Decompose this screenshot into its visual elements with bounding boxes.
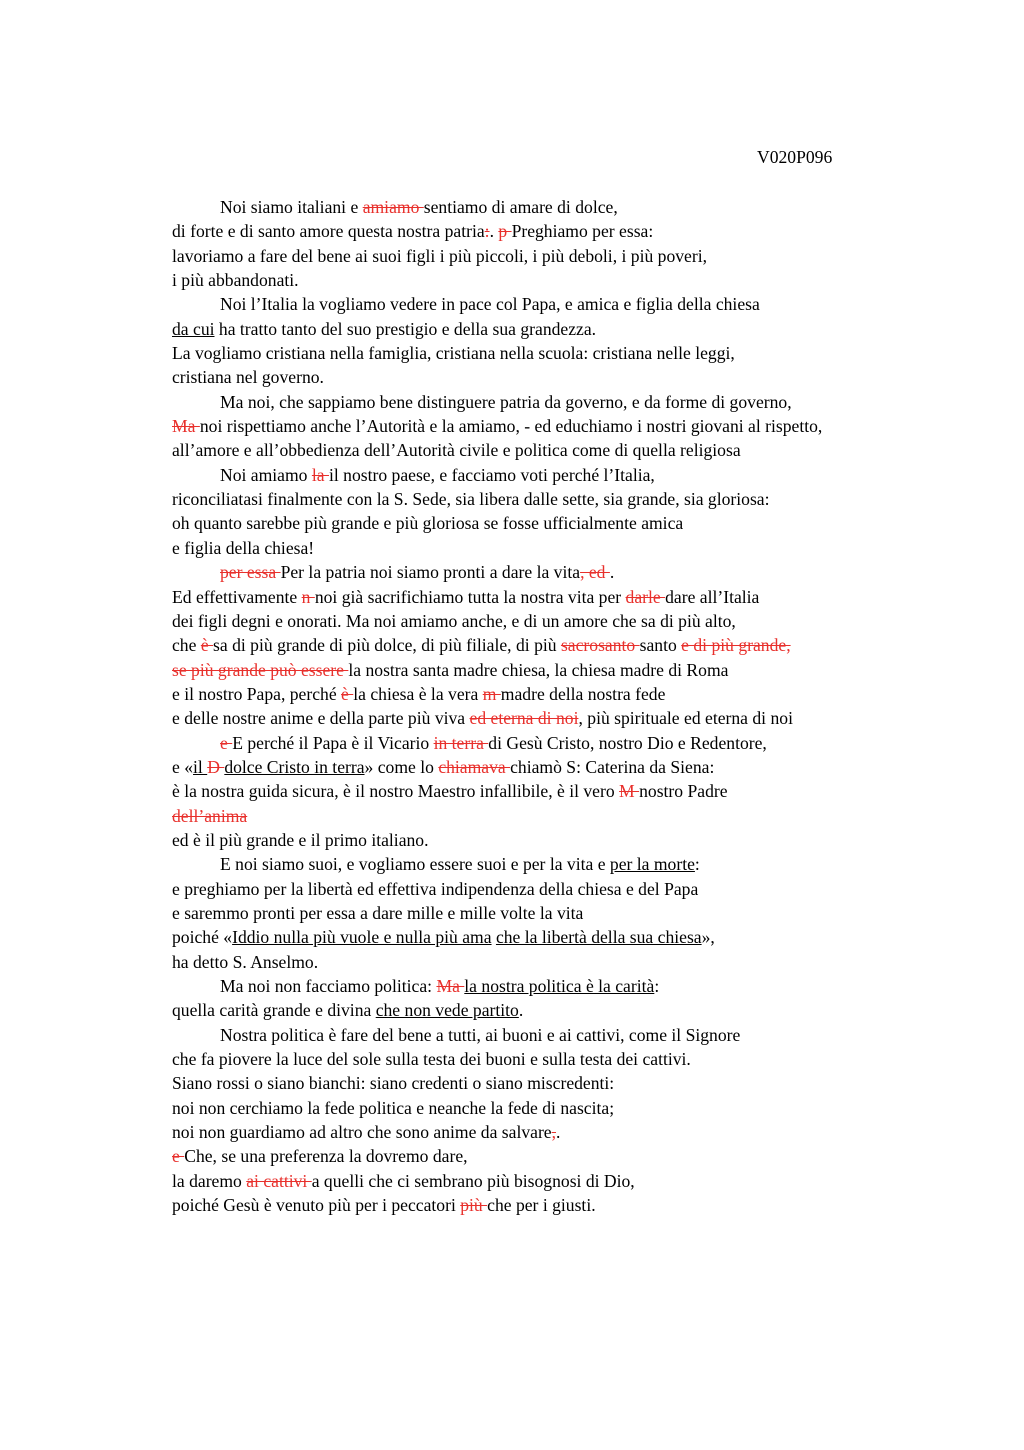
text-segment: il nostro paese, e facciamo voti perché l’Italia,: [328, 464, 655, 485]
text-line: [172, 1144, 972, 1168]
text-segment: dei figli degni e onorati. Ma noi amiamo anche, e di un amore che sa di più alto,: [172, 610, 736, 631]
document-body: [172, 195, 972, 1217]
text-line: [172, 609, 972, 633]
text-segment: noi rispettiamo anche l’Autorità e la amiamo, - ed educhiamo i nostri giovani al rispetto,: [199, 416, 823, 437]
text-line: [172, 1071, 972, 1095]
text-segment: Che, se una preferenza la dovremo dare,: [184, 1146, 468, 1167]
text-line: [172, 658, 972, 682]
text-line: [172, 925, 972, 949]
text-segment: sa di più grande di più dolce, di più filiale, di più: [213, 635, 561, 656]
text-line: [172, 755, 972, 779]
text-segment: cristiana nel governo.: [172, 367, 324, 388]
deleted-text: p: [498, 221, 512, 242]
deleted-text: per essa: [220, 562, 281, 583]
underlined-text: da cui: [172, 318, 215, 339]
text-segment: Ma noi non facciamo politica:: [220, 976, 437, 996]
text-line: [172, 244, 972, 268]
text-segment: Noi l’Italia la vogliamo vedere in pace col Papa, e amica e figlia della chiesa: [220, 294, 760, 315]
text-line: [172, 633, 972, 657]
text-segment: , più spirituale ed eterna di noi: [578, 708, 793, 729]
text-line: [172, 1023, 972, 1047]
text-segment: di Gesù Cristo, nostro Dio e Redentore,: [488, 732, 767, 753]
text-line: [172, 365, 972, 389]
text-line: [172, 950, 972, 974]
text-segment: sentiamo di amare di dolce,: [423, 197, 618, 217]
text-segment: Ed effettivamente: [172, 586, 302, 607]
deleted-text: sacrosanto: [560, 635, 640, 656]
text-line: [172, 779, 972, 803]
text-line: [172, 974, 972, 998]
text-line: [172, 852, 972, 876]
underlined-text: la nostra politica è la carità: [464, 976, 655, 996]
text-line: [172, 706, 972, 730]
text-segment: noi non guardiamo ad altro che sono anime da salvare: [172, 1122, 552, 1143]
deleted-text: M: [619, 781, 640, 802]
deleted-text: se più grande può essere: [172, 659, 349, 680]
text-segment: la daremo: [172, 1170, 247, 1191]
text-line: [172, 341, 972, 365]
underlined-text: che non vede partito: [375, 1000, 519, 1021]
text-line: [172, 1193, 972, 1217]
text-line: [172, 414, 972, 438]
text-line: [172, 828, 972, 852]
underlined-text: per la morte: [609, 854, 695, 875]
deleted-text: n: [301, 586, 315, 607]
text-line: [172, 682, 972, 706]
text-segment: all’amore e all’obbedienza dell’Autorità civile e politica come di quella religiosa: [172, 440, 741, 461]
deleted-text: è: [341, 683, 354, 704]
underlined-text: il: [193, 756, 208, 777]
text-segment: Noi amiamo: [220, 464, 312, 485]
deleted-text: ai cattivi: [246, 1170, 312, 1191]
text-segment: la chiesa è la vera: [353, 683, 483, 704]
deleted-text: amiamo: [362, 197, 424, 217]
deleted-text: D: [207, 756, 225, 777]
text-segment: Siano rossi o siano bianchi: siano credenti o siano miscredenti:: [172, 1073, 615, 1094]
text-segment: i più abbandonati.: [172, 270, 299, 291]
text-line: [172, 390, 972, 414]
deleted-text: chiamava: [438, 756, 511, 777]
text-line: [172, 511, 972, 535]
text-segment: oh quanto sarebbe più grande e più gloriosa se fosse ufficialmente amica: [172, 513, 684, 534]
text-segment: .: [556, 1122, 561, 1143]
text-segment: .: [609, 562, 615, 583]
text-segment: di forte e di santo amore questa nostra patria: [172, 221, 485, 242]
deleted-text: e: [172, 1146, 185, 1167]
text-segment: :: [694, 854, 700, 875]
deleted-text: :: [484, 221, 490, 242]
text-segment: Per la patria noi siamo pronti a dare la vita: [280, 562, 581, 583]
text-segment: Ma noi, che sappiamo bene distinguere patria da governo, e da forme di governo,: [220, 391, 792, 412]
text-segment: ha detto S. Anselmo.: [172, 951, 319, 972]
text-segment: chiamò S: Caterina da Siena:: [510, 756, 715, 777]
text-line: [172, 1120, 972, 1144]
text-line: [172, 560, 972, 584]
text-segment: e il nostro Papa, perché: [172, 683, 342, 704]
text-segment: » come lo: [364, 756, 439, 777]
text-line: [172, 487, 972, 511]
text-line: [172, 901, 972, 925]
text-line: [172, 877, 972, 901]
text-segment: poiché Gesù è venuto più per i peccatori: [172, 1195, 461, 1216]
text-line: [172, 438, 972, 462]
text-line: [172, 998, 972, 1022]
deleted-text: e di più grande,: [681, 635, 791, 656]
deleted-text: la: [311, 464, 329, 485]
underlined-text: dolce Cristo in terra: [224, 756, 365, 777]
text-segment: .: [518, 1000, 524, 1021]
text-segment: E noi siamo suoi, e vogliamo essere suoi e per la vita e: [220, 854, 610, 875]
text-segment: nostro Padre: [639, 781, 728, 802]
text-segment: Preghiamo per essa:: [511, 221, 654, 242]
deleted-text: ed eterna di noi: [469, 708, 579, 729]
text-segment: madre della nostra fede: [500, 683, 666, 704]
text-segment: ha tratto tanto del suo prestigio e della sua grandezza.: [214, 318, 597, 339]
text-line: [172, 195, 972, 219]
text-segment: e delle nostre anime e della parte più viva: [172, 708, 470, 729]
text-segment: e preghiamo per la libertà ed effettiva indipendenza della chiesa e del Papa: [172, 878, 699, 899]
text-line: [172, 219, 972, 243]
text-segment: E perché il Papa è il Vicario: [232, 732, 434, 753]
text-segment: noi non cerchiamo la fede politica e neanche la fede di nascita;: [172, 1097, 615, 1118]
text-line: [172, 585, 972, 609]
text-segment: noi già sacrifichiamo tutta la nostra vita per: [314, 586, 626, 607]
underlined-text: Iddio nulla più vuole e nulla più ama: [232, 927, 492, 948]
text-segment: santo: [639, 635, 682, 656]
text-segment: a quelli che ci sembrano più bisognosi di Dio,: [311, 1170, 635, 1191]
text-segment: ed è il più grande e il primo italiano.: [172, 829, 429, 850]
text-segment: che: [172, 635, 201, 656]
text-segment: »,: [701, 927, 715, 948]
deleted-text: Ma: [172, 416, 200, 437]
text-segment: riconciliatasi finalmente con la S. Sede, sia libera dalle sette, sia grande, sia gloriosa:: [172, 489, 770, 510]
text-segment: è la nostra guida sicura, è il nostro Maestro infallibile, è il vero: [172, 781, 620, 802]
text-segment: Noi siamo italiani e: [220, 197, 363, 217]
text-segment: lavoriamo a fare del bene ai suoi figli i più piccoli, i più deboli, i più poveri,: [172, 245, 708, 266]
text-segment: dare all’Italia: [665, 586, 760, 607]
text-segment: poiché «: [172, 927, 233, 948]
text-segment: e «: [172, 756, 194, 777]
text-segment: e figlia della chiesa!: [172, 537, 315, 558]
deleted-text: è: [200, 635, 214, 656]
text-segment: la nostra santa madre chiesa, la chiesa madre di Roma: [348, 659, 729, 680]
text-segment: quella carità grande e divina: [172, 1000, 376, 1021]
text-segment: .: [489, 221, 499, 242]
text-line: [172, 1169, 972, 1193]
deleted-text: m: [482, 683, 501, 704]
deleted-text: ,: [551, 1122, 557, 1143]
deleted-text: dell’anima: [172, 805, 248, 826]
text-line: [172, 292, 972, 316]
text-line: [172, 731, 972, 755]
text-segment: La vogliamo cristiana nella famiglia, cristiana nella scuola: cristiana nelle leggi,: [172, 343, 735, 364]
deleted-text: , ed: [580, 562, 610, 583]
deleted-text: in terra: [433, 732, 489, 753]
deleted-text: più: [460, 1195, 488, 1216]
text-line: [172, 536, 972, 560]
deleted-text: darle: [625, 586, 666, 607]
text-segment: e saremmo pronti per essa a dare mille e mille volte la vita: [172, 902, 584, 923]
text-segment: Nostra politica è fare del bene a tutti, ai buoni e ai cattivi, come il Signore: [220, 1024, 741, 1045]
text-line: [172, 804, 972, 828]
text-line: [172, 1096, 972, 1120]
text-line: [172, 268, 972, 292]
text-segment: che per i giusti.: [487, 1195, 596, 1216]
underlined-text: che la libertà della sua chiesa: [495, 927, 702, 948]
text-line: [172, 463, 972, 487]
deleted-text: e: [220, 732, 233, 753]
text-line: [172, 1047, 972, 1071]
deleted-text: Ma: [436, 976, 465, 996]
text-segment: :: [654, 976, 660, 996]
page-identifier: V020P096: [757, 147, 833, 167]
text-line: [172, 317, 972, 341]
text-segment: che fa piovere la luce del sole sulla testa dei buoni e sulla testa dei cattivi.: [172, 1049, 691, 1070]
